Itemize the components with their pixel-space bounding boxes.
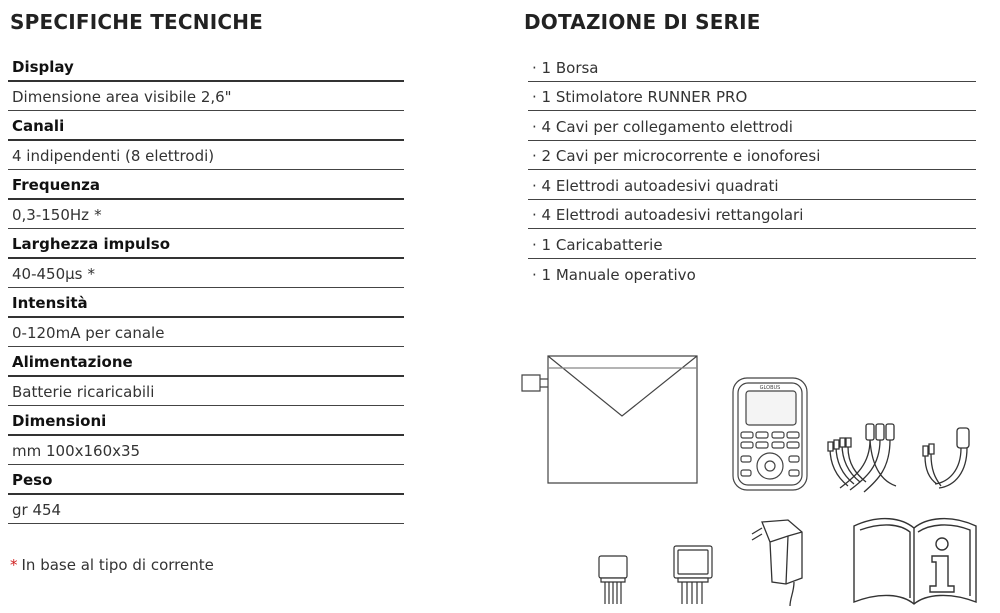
spec-label: Display	[12, 57, 74, 76]
manual-letter: i	[942, 574, 943, 575]
spec-table	[8, 52, 404, 524]
equipment-item	[528, 170, 976, 200]
equipment-item-text: · 4 Elettrodi autoadesivi rettangolari	[532, 206, 804, 224]
equipment-item	[528, 200, 976, 230]
spec-value-row	[8, 436, 404, 466]
spec-title: SPECIFICHE TECNICHE	[10, 10, 264, 34]
spec-label-row	[8, 465, 404, 495]
spec-label: Peso	[12, 470, 53, 489]
spec-value-row	[8, 141, 404, 171]
spec-label: Dimensioni	[12, 411, 107, 430]
spec-asterisk: *	[94, 206, 102, 224]
spec-value-text: 40-450µs	[12, 265, 83, 283]
equipment-item	[528, 229, 976, 259]
footnote-text: In base al tipo di corrente	[21, 556, 214, 574]
spec-value-row	[8, 200, 404, 230]
spec-label: Canali	[12, 116, 65, 135]
spec-value-text: 0-120mA per canale	[12, 324, 165, 342]
rectangular-electrode-icon	[670, 542, 716, 608]
spec-value-text: 0,3-150Hz	[12, 206, 90, 224]
spec-value	[12, 88, 232, 106]
spec-label-row	[8, 111, 404, 141]
equipment-item	[528, 111, 976, 141]
equipment-item	[528, 259, 976, 289]
equipment-item-text: · 1 Caricabatterie	[532, 235, 663, 254]
spec-value-row	[8, 377, 404, 407]
footnote	[10, 556, 214, 574]
stimulator-device-icon	[731, 376, 811, 494]
equipment-item-text: · 4 Cavi per collegamento elettrodi	[532, 117, 793, 136]
spec-value-row	[8, 259, 404, 289]
equipment-item-text: · 4 Elettrodi autoadesivi quadrati	[532, 176, 779, 195]
spec-value	[12, 501, 61, 519]
microcurrent-cables-icon	[921, 424, 977, 490]
spec-value	[12, 442, 140, 460]
spec-label: Alimentazione	[12, 352, 133, 371]
spec-value-row	[8, 495, 404, 525]
bag-icon	[518, 352, 708, 487]
spec-value	[12, 147, 214, 165]
spec-value	[12, 383, 154, 401]
electrode-cables-icon	[826, 420, 902, 494]
charger-icon	[748, 512, 814, 608]
spec-label-row	[8, 170, 404, 200]
equipment-list	[528, 52, 976, 288]
spec-label: Intensità	[12, 293, 88, 312]
equipment-item	[528, 82, 976, 112]
spec-label: Larghezza impulso	[12, 234, 171, 253]
square-electrode-icon	[595, 552, 631, 608]
device-brand-label: GLOBUS	[759, 385, 781, 391]
manual-icon	[850, 514, 980, 608]
spec-value-row	[8, 82, 404, 112]
spec-asterisk: *	[87, 265, 95, 283]
spec-value	[12, 324, 164, 342]
equipment-item-text: · 1 Borsa	[532, 58, 599, 77]
spec-value-row	[8, 318, 404, 348]
equipment-item	[528, 52, 976, 82]
spec-value-text: Batterie ricaricabili	[12, 383, 155, 401]
equipment-item-text: · 2 Cavi per microcorrente e ionoforesi	[532, 147, 821, 165]
spec-label-row	[8, 229, 404, 259]
spec-label: Frequenza	[12, 175, 100, 194]
spec-value-text: 4 indipendenti (8 elettrodi)	[12, 147, 215, 165]
spec-value-text: Dimensione area visibile 2,6"	[12, 88, 232, 106]
spec-label-row	[8, 406, 404, 436]
equipment-title: DOTAZIONE DI SERIE	[524, 10, 761, 34]
equipment-item	[528, 141, 976, 171]
footnote-asterisk: *	[10, 556, 18, 574]
spec-label-row	[8, 52, 404, 82]
equipment-item-text: · 1 Manuale operativo	[532, 266, 696, 284]
spec-value-text: gr 454	[12, 501, 62, 519]
spec-label-row	[8, 347, 404, 377]
spec-label-row	[8, 288, 404, 318]
spec-value-text: mm 100x160x35	[12, 442, 141, 460]
spec-value	[12, 206, 102, 224]
spec-value	[12, 265, 95, 283]
equipment-item-text: · 1 Stimolatore RUNNER PRO	[532, 88, 748, 106]
